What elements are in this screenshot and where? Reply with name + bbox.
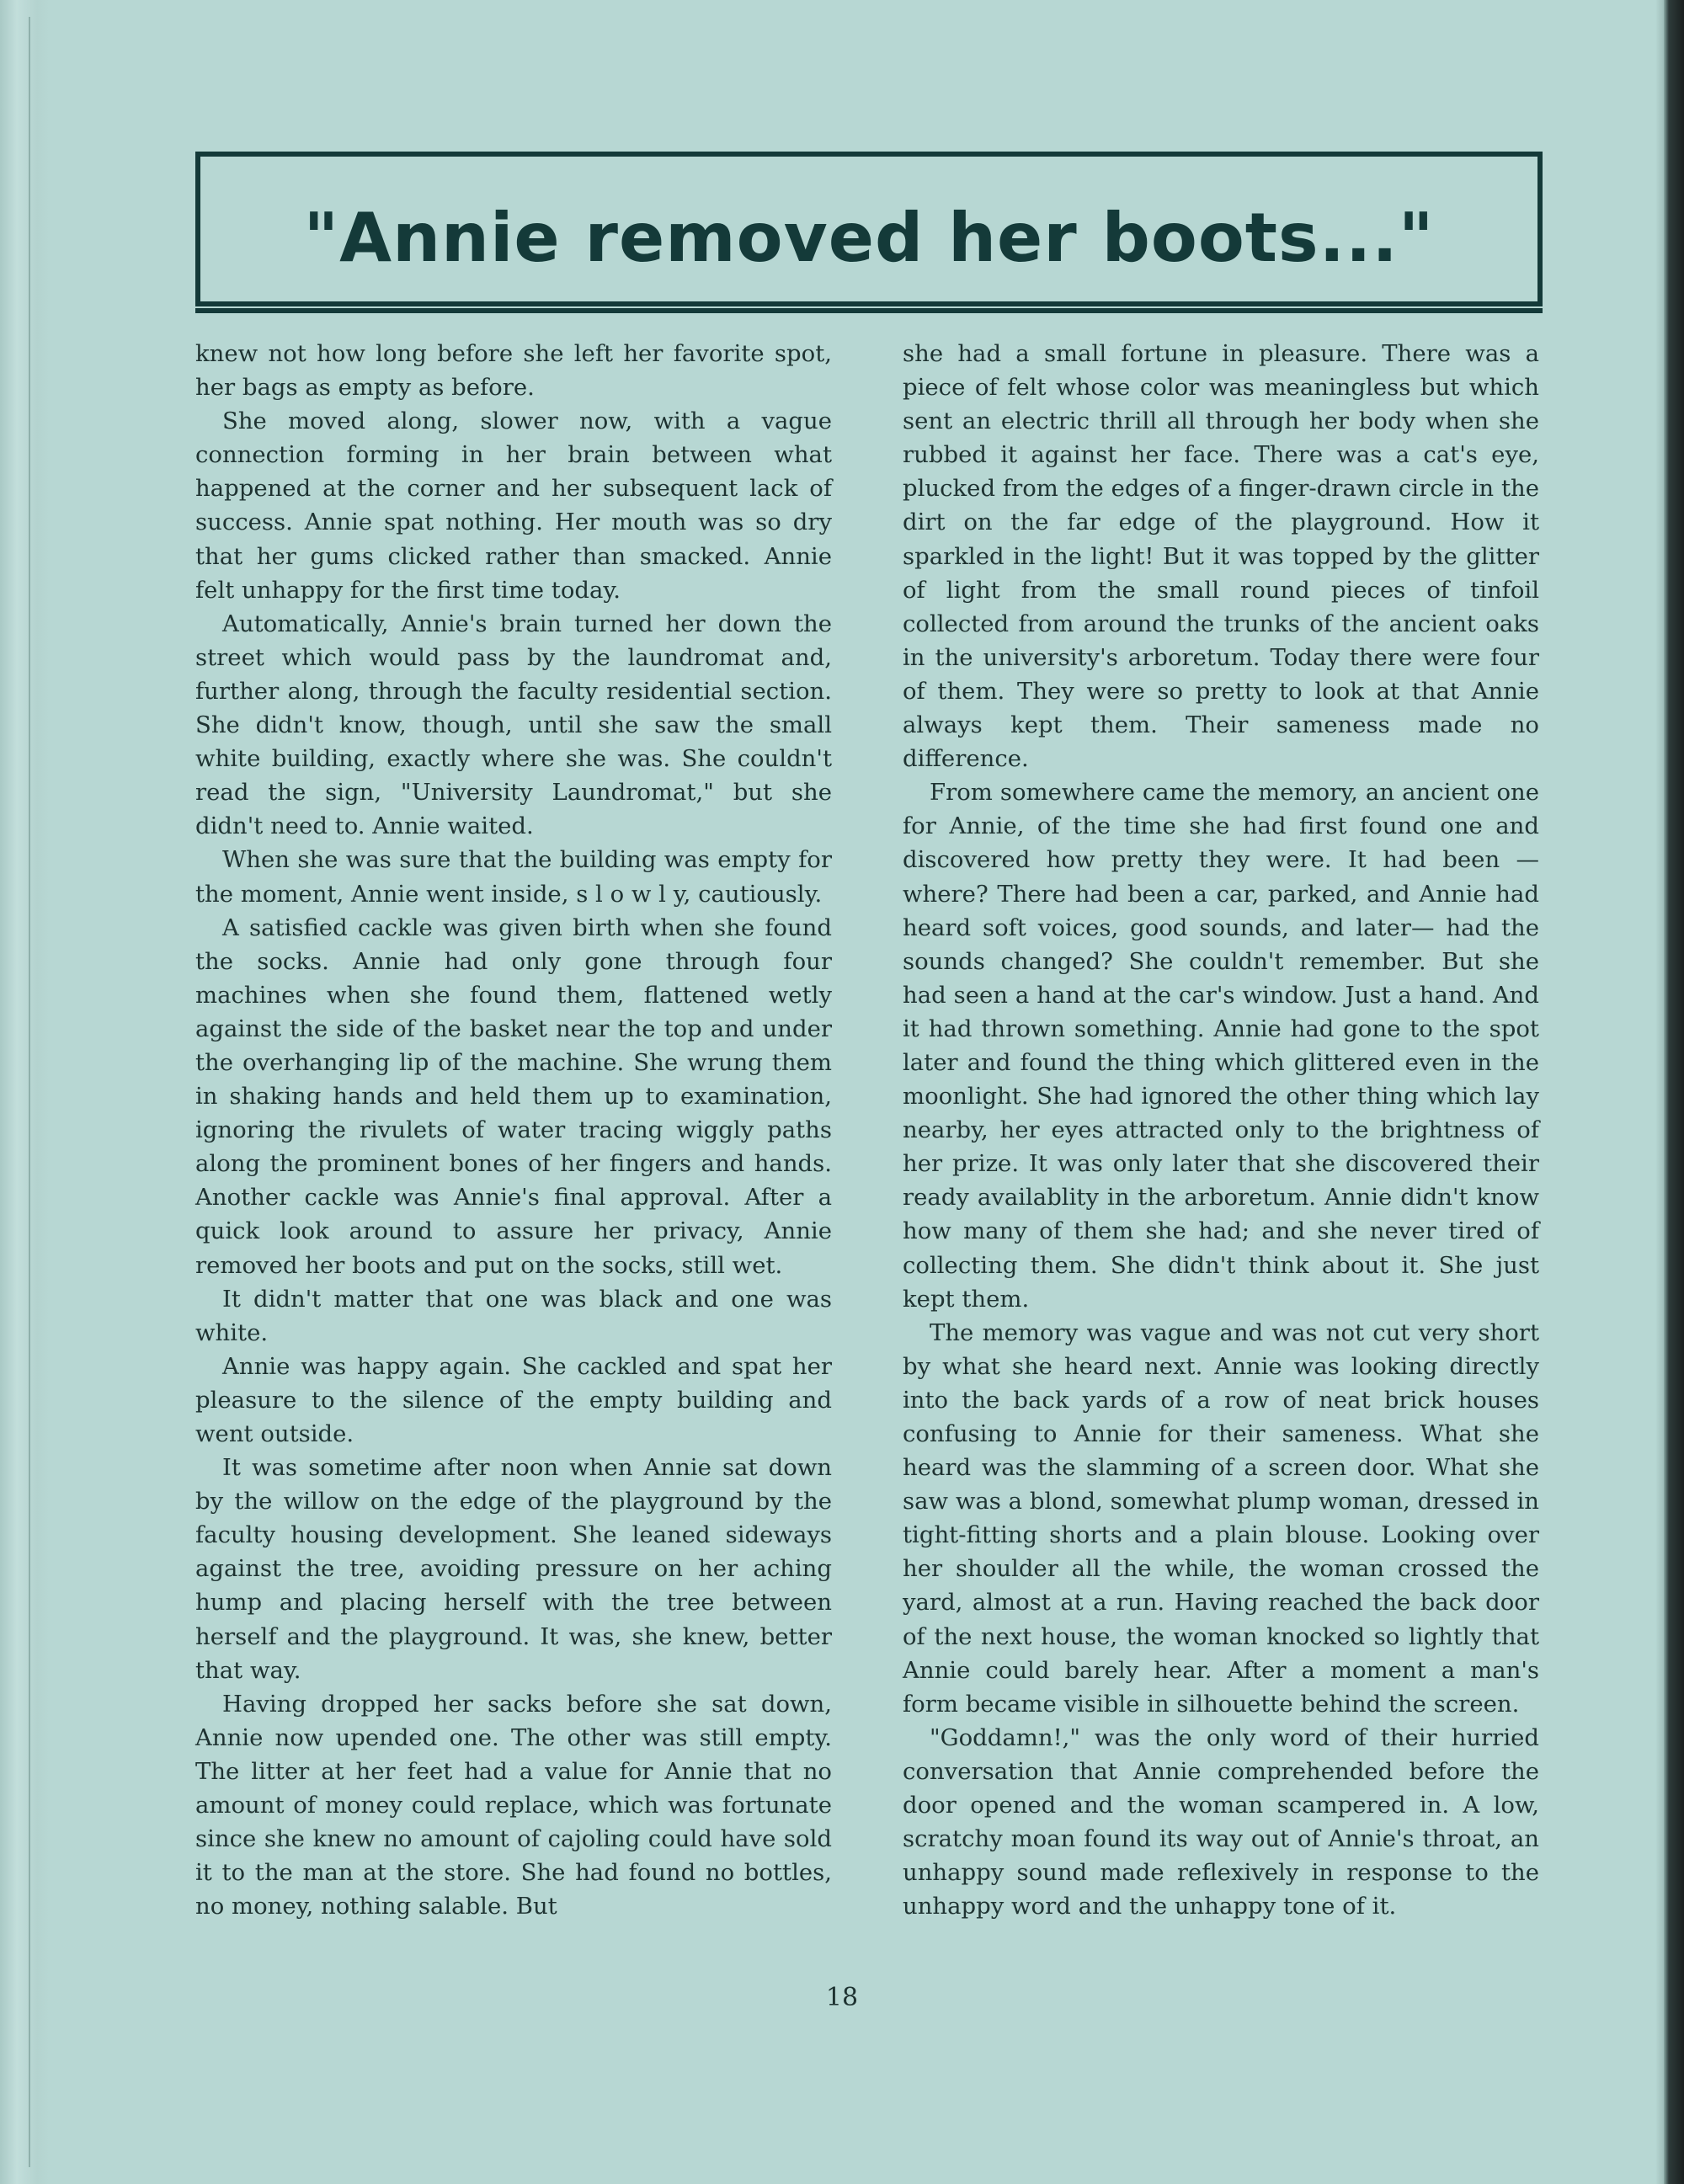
paragraph: It was sometime after noon when Annie sat down by the willow on the edge of the playground by the faculty housing development. She leaned sideways against the tree, avoiding pressure on her aching hump and placing herself with the tree between herself and the playground. It was, she knew, better that way.: [195, 1454, 832, 1684]
paragraph: It didn't matter that one was black and one was white.: [195, 1285, 832, 1346]
paragraph: she had a small fortune in pleasure. There was a piece of felt whose color was meaningless but which sent an electric thrill all through her body when she rubbed it against her face. There was a cat's eye, plucked from the edges of a finger-drawn circle in the dirt on the far edge of the playground. How it sparkled in the light! But it was topped by the glitter of light from the small round pieces of tinfoil collected from around the trunks of the ancient oaks in the university's arboretum. Today there were four of them. They were so pretty to look at that Annie always kept them. Their sameness made no difference.: [903, 340, 1539, 773]
page-number: 18: [825, 1983, 859, 2012]
title-box: [195, 152, 1543, 306]
paragraph: Having dropped her sacks before she sat down, Annie now upended one. The other was still empty. The litter at her feet had a value for Annie that no amount of money could replace, which was fortunate since she knew no amount of cajoling could have sold it to the man at the store. She had found no bottles, no money, nothing salable. But: [195, 1690, 832, 1920]
paragraph: "Goddamn!," was the only word of their hurried conversation that Annie comprehended before the door opened and the woman scampered in. A low, scratchy moan found its way out of Annie's throat, an unhappy sound made reflexively in response to the unhappy word and the unhappy tone of it.: [903, 1723, 1539, 1920]
page-binding-right: [1664, 0, 1684, 2184]
paragraph: The memory was vague and was not cut very short by what she heard next. Annie was looking directly into the back yards of a row of neat brick houses confusing to Annie for their sameness. What she heard was the slamming of a screen door. What she saw was a blond, somewhat plump woman, dressed in tight-fitting shorts and a plain blouse. Looking over her shoulder all the while, the woman crossed the yard, almost at a run. Having reached the back door of the next house, the woman knocked so lightly that Annie could barely hear. After a moment a man's form became visible in silhouette behind the screen.: [903, 1318, 1539, 1718]
page-edge-right: [1655, 0, 1664, 2184]
left-column: [195, 337, 832, 1923]
page-title: "Annie removed her boots...": [303, 199, 1435, 277]
paragraph: She moved along, slower now, with a vague connection forming in her brain between what happened at the corner and her subsequent lack of success. Annie spat nothing. Her mouth was so dry that her gums clicked rather than smacked. Annie felt unhappy for the first time today.: [195, 408, 832, 604]
paragraph: Annie was happy again. She cackled and spat her pleasure to the silence of the empty building and went outside.: [195, 1352, 832, 1447]
paragraph: From somewhere came the memory, an ancient one for Annie, of the time she had first found one and discovered how pretty they were. It had been —where? There had been a car, parked, and Annie had heard soft voices, good sounds, and later— had the sounds changed? She couldn't remember. But she had seen a hand at the car's window. Just a hand. And it had thrown something. Annie had gone to the spot later and found the thing which glittered even in the moonlight. She had ignored the other thing which lay nearby, her eyes attracted only to the brightness of her prize. It was only later that she discovered their ready availablity in the arboretum. Annie didn't know how many of them she had; and she never tired of collecting them. She didn't think about it. She just kept them.: [903, 779, 1539, 1313]
paragraph: knew not how long before she left her favorite spot, her bags as empty as before.: [195, 340, 832, 402]
right-column: [903, 337, 1539, 1923]
paragraph: Automatically, Annie's brain turned her down the street which would pass by the laundromat and, further along, through the faculty residential section. She didn't know, though, until she saw the small white building, exactly where she was. She couldn't read the sign, "University Laundromat," but she didn't need to. Annie waited.: [195, 610, 832, 840]
paragraph: When she was sure that the building was empty for the moment, Annie went inside, s l o w l y, cautiously.: [195, 846, 832, 908]
page-binding-left: [0, 0, 49, 2184]
paragraph: A satisfied cackle was given birth when she found the socks. Annie had only gone through four machines when she found them, flattened wetly against the side of the basket near the top and under the overhanging lip of the machine. She wrung them in shaking hands and held them up to examination, ignoring the rivulets of water tracing wiggly paths along the prominent bones of her fingers and hands. Another cackle was Annie's final approval. After a quick look around to assure her privacy, Annie removed her boots and put on the socks, still wet.: [195, 914, 832, 1279]
